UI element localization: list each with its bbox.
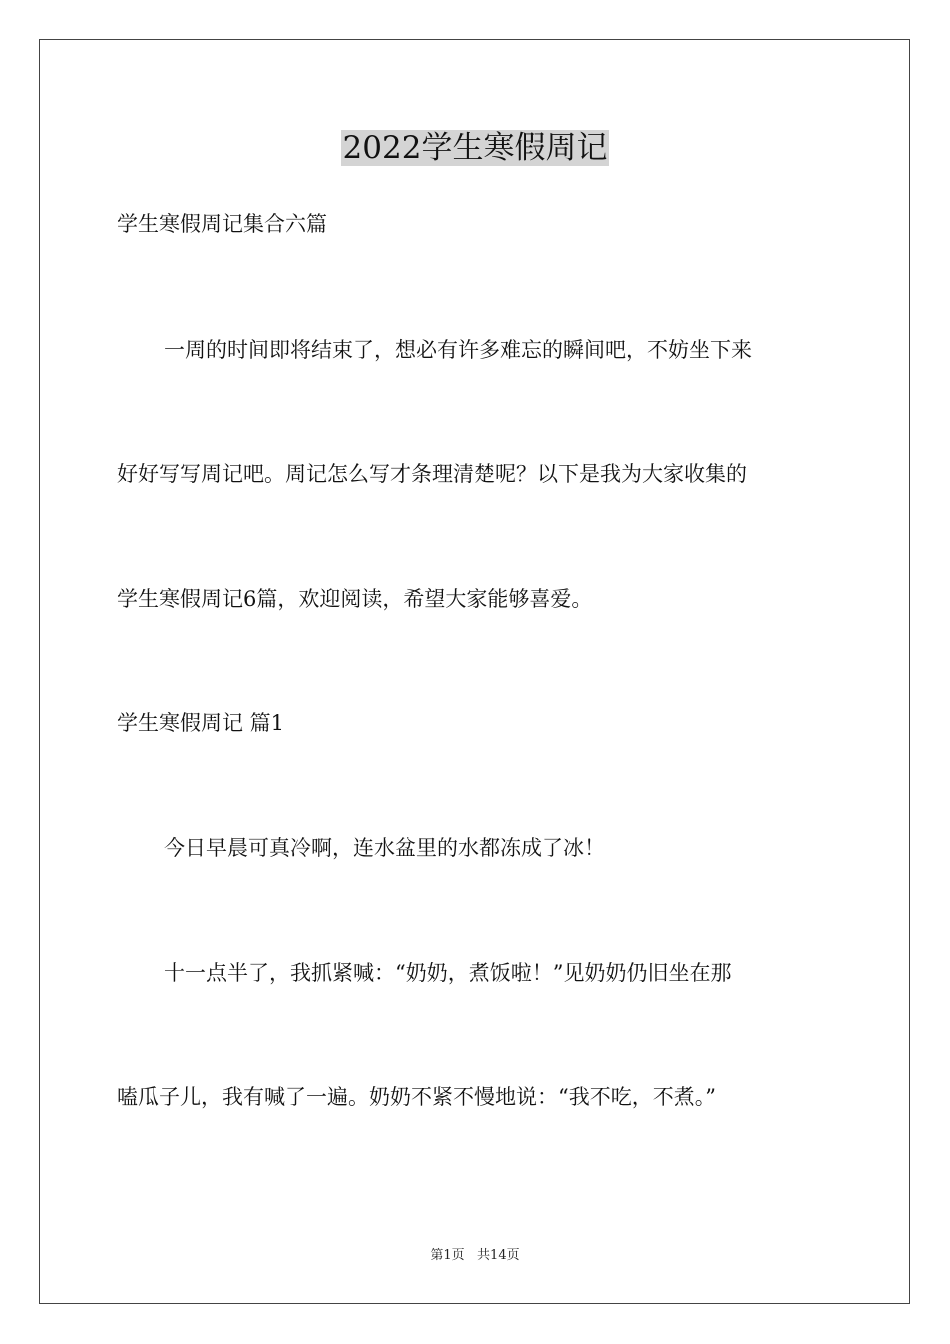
document-title-text: 2022学生寒假周记 bbox=[342, 130, 608, 166]
document-title bbox=[0, 126, 950, 170]
paragraph-line: 十一点半了，我抓紧喊：“奶奶，煮饭啦！”见奶奶仍旧坐在那 bbox=[164, 961, 732, 985]
paragraph-line: 好好写写周记吧。周记怎么写才条理清楚呢？以下是我为大家收集的 bbox=[117, 462, 747, 486]
section-heading: 学生寒假周记 篇1 bbox=[117, 711, 285, 735]
paragraph-line: 学生寒假周记6篇，欢迎阅读，希望大家能够喜爱。 bbox=[117, 587, 593, 611]
paragraph-line: 嗑瓜子儿，我有喊了一遍。奶奶不紧不慢地说：“我不吃，不煮。” bbox=[117, 1085, 716, 1109]
subtitle-line: 学生寒假周记集合六篇 bbox=[117, 212, 327, 236]
page-number-footer: 第1页 共14页 bbox=[430, 1248, 520, 1263]
paragraph-line: 一周的时间即将结束了，想必有许多难忘的瞬间吧，不妨坐下来 bbox=[164, 338, 752, 362]
paragraph-line: 今日早晨可真冷啊，连水盆里的水都冻成了冰！ bbox=[164, 836, 605, 860]
